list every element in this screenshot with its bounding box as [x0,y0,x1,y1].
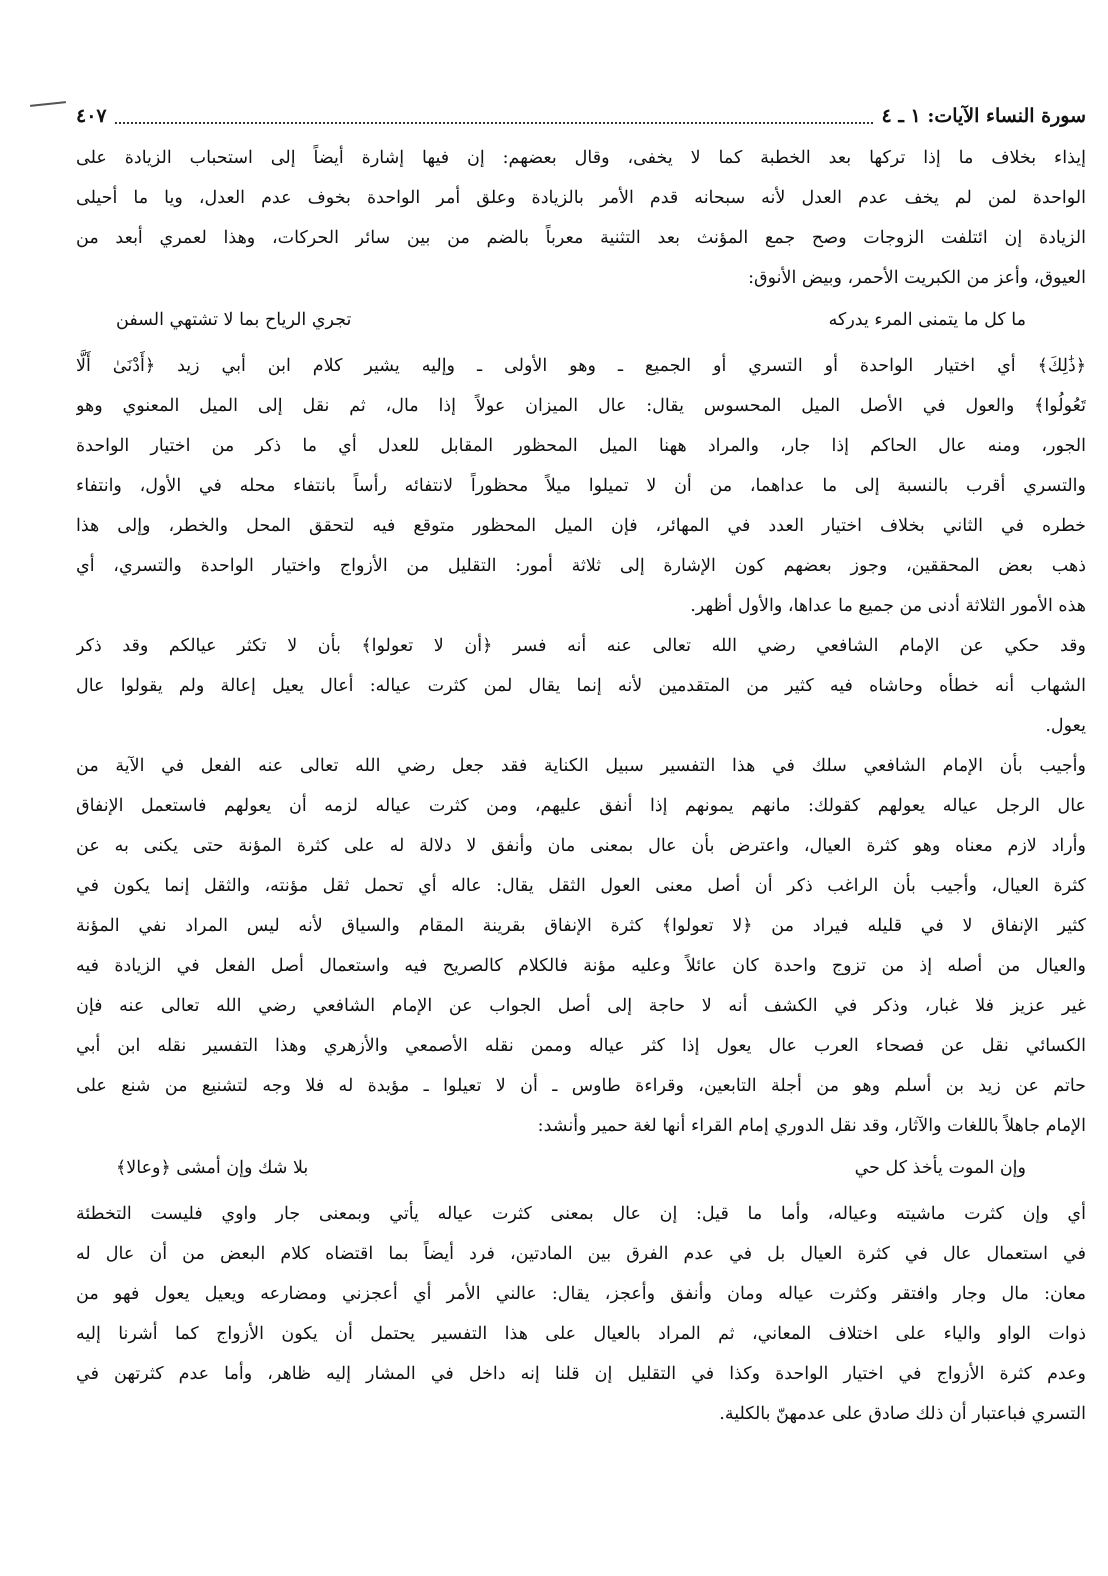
text-line: خطره في الثاني بخلاف اختيار العدد في المهائر، فإن الميل المحظور متوقع فيه لتحقق المحل والخطر، وإلى هذا [76,516,1086,536]
text-line: ذهب بعض المحققين، وجوز بعضهم كون الإشارة إلى ثلاثة أمور: التقليل من الأزواج واختيار الواحدة والتسري، أي [76,556,1086,576]
text-line: الجور، ومنه عال الحاكم إذا جار، والمراد ههنا الميل المحظور المقابل للعدل أي ما ذكر من اختيار الواحدة [76,436,1086,456]
document-page [76,98,1086,1434]
header-title: سورة النساء الآيات: ١ ـ ٤ [881,105,1086,127]
verse [76,298,1086,346]
text-line: كثير الإنفاق لا في قليله فيراد من ﴿لا تعولوا﴾ كثرة الإنفاق بقرينة المقام والسياق لأنه ليس المراد نفي المؤنة [76,916,1086,936]
text-line: ﴿ذَٰلِكَ﴾ أي اختيار الواحدة أو التسري أو الجميع ـ وهو الأولى ـ وإليه يشير كلام ابن أبي زيد ﴿أَدْنَىٰ أَلَّا [76,356,1086,376]
text-line: الشهاب أنه خطأه وحاشاه فيه كثير من المتقدمين لأنه إنما يقال لمن كثرت عياله: أعال يعيل إعالة ولم يقولوا عال [76,676,1086,696]
paragraph [76,1194,1086,1434]
leader-dots [115,108,874,124]
paragraph [76,138,1086,298]
text-line: كثرة العيال، وأجيب بأن الراغب ذكر أن أصل معنى العول الثقل يقال: عاله أي تحمل ثقل مؤنته، والثقل إنما يكون في [76,876,1086,896]
text-line: العيوق، وأعز من الكبريت الأحمر، وبيض الأنوق: [748,268,1086,288]
text-line: الإمام جاهلاً باللغات والآثار، وقد نقل الدوري إمام القراء أنها لغة حمير وأنشد: [537,1116,1086,1136]
text-line: في استعمال عال في كثرة العيال بل في عدم الفرق بين المادتين، فرد أيضاً بما اقتضاه كلام البعض من أن عال له [76,1244,1086,1264]
text-line: معان: مال وجار وافتقر وكثرت عياله ومان وأنفق وأعجز، يقال: عالني الأمر أي أعجزني ومضارعه ويعيل يعول فهو من [76,1284,1086,1304]
paragraph [76,626,1086,746]
text-line: والتسري أقرب بالنسبة إلى ما عداهما، من أن لا تميلوا ميلاً محظوراً لانتفائه رأساً بانتفاء محله في الأول، وانتفاء [76,476,1086,496]
hemistich-left: تجري الرياح بما لا تشتهي السفن [116,310,352,330]
text-line: أي وإن كثرت ماشيته وعياله، وأما ما قيل: إن عال بمعنى كثرت عياله يأتي وبمعنى جار واوي فليست التخطئة [76,1204,1086,1224]
text-line: يعول. [1045,716,1086,736]
hemistich-left: بلا شك وإن أمشى ﴿وعالا﴾ [116,1158,309,1178]
verse [76,1146,1086,1194]
text-line: ذوات الواو والياء على اختلاف المعاني، ثم المراد بالعيال على هذا التفسير يحتمل أن يكون الأزواج كما أشرنا إليه [76,1324,1086,1344]
text-line: وأجيب بأن الإمام الشافعي سلك في هذا التفسير سبيل الكناية فقد جعل رضي الله تعالى عنه الفعل في الآية من [76,756,1086,776]
text-line: التسري فباعتبار أن ذلك صادق على عدمهنّ بالكلية. [719,1404,1086,1424]
text-line: وأراد لازم معناه وهو كثرة العيال، واعترض بأن عال بمعنى مان وأنفق لا دلالة له على كثرة المؤنة حتى يكنى به عن [76,836,1086,856]
paragraph [76,746,1086,1146]
hemistich-right: ما كل ما يتمنى المرء يدركه [828,310,1026,330]
text-line: حاتم عن زيد بن أسلم وهو من أجلة التابعين، وقراءة طاوس ـ أن لا تعيلوا ـ مؤيدة له فلا وجه لتشنيع من شنع على [76,1076,1086,1096]
text-line: غير عزيز فلا غبار، وذكر في الكشف أنه لا حاجة إلى أصل الجواب عن الإمام الشافعي رضي الله تعالى عنه فإن [76,996,1086,1016]
text-line: وعدم كثرة الأزواج في اختيار الواحدة وكذا في التقليل إن قلنا إنه داخل في المشار إليه ظاهر، وأما عدم كثرتهن في [76,1364,1086,1384]
text-line: والعيال من أصله إذ من تزوج واحدة كان عائلاً وعليه مؤنة فالكلام كالصريح فيه واستعمال أصل الفعل في الزيادة فيه [76,956,1086,976]
text-line: الزيادة إن ائتلفت الزوجات وصح جمع المؤنث بعد التثنية معرباً بالضم من بين سائر الحركات، وهذا لعمري أبعد من [76,228,1086,248]
text-line: عال الرجل عياله يعولهم كقولك: مانهم يمونهم إذا أنفق عليهم، ومن كثرت عياله لزمه أن يعولهم فاستعمل الإنفاق [76,796,1086,816]
text-line: تَعُولُوا﴾ والعول في الأصل الميل المحسوس يقال: عال الميزان عولاً إذا مال، ثم نقل إلى الميل المعنوي وهو [76,396,1086,416]
paragraph [76,346,1086,626]
text-line: إيذاء بخلاف ما إذا تركها بعد الخطبة كما لا يخفى، وقال بعضهم: إن فيها إشارة أيضاً إلى استحباب الزيادة على [76,148,1086,168]
text-line: هذه الأمور الثلاثة أدنى من جميع ما عداها، والأول أظهر. [690,596,1086,616]
running-header [76,98,1086,134]
body-text [76,138,1086,1434]
text-line: الواحدة لمن لم يخف عدم العدل لأنه سبحانه قدم الأمر بالزيادة وعلق أمر الواحدة بخوف عدم العدل، ويا ما أحيلى [76,188,1086,208]
text-line: وقد حكي عن الإمام الشافعي رضي الله تعالى عنه أنه فسر ﴿أن لا تعولوا﴾ بأن لا تكثر عيالكم وقد ذكر [76,636,1086,656]
hemistich-right: وإن الموت يأخذ كل حي [854,1158,1026,1178]
text-line: الكسائي نقل عن فصحاء العرب عال يعول إذا كثر عياله وممن نقله الأصمعي والأزهري وهذا التفسير نقله ابن أبي [76,1036,1086,1056]
scan-mark [30,101,66,107]
page-number: ٤٠٧ [76,105,107,127]
